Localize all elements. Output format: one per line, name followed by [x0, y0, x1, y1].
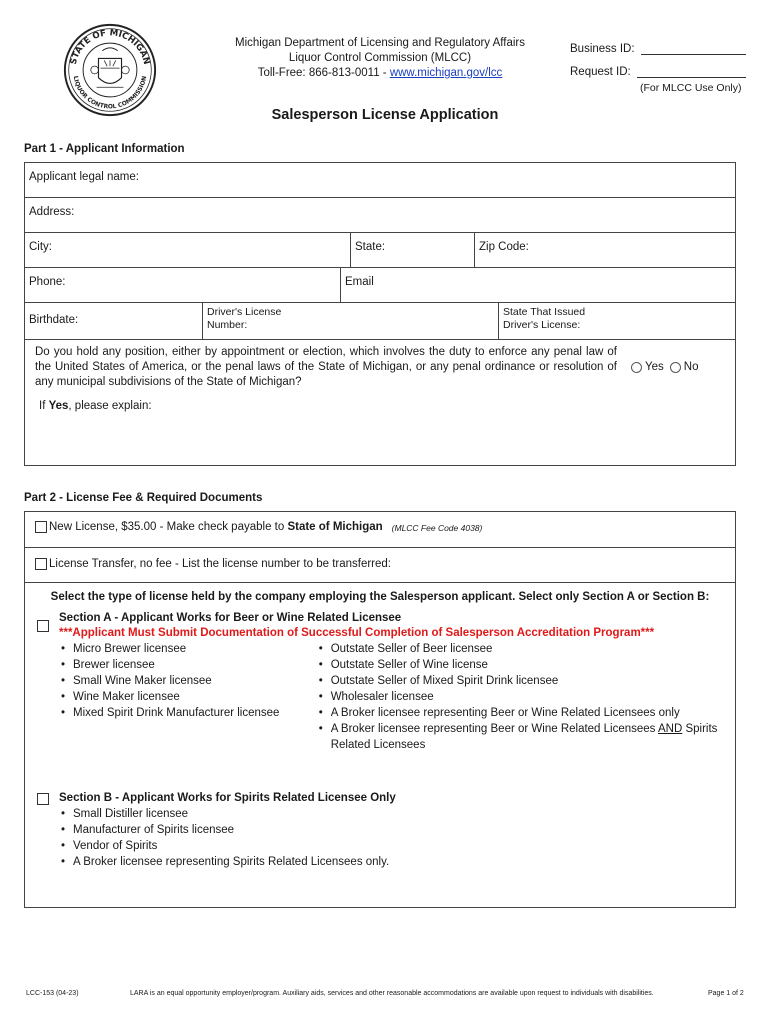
part1-title: Part 1 - Applicant Information — [24, 143, 185, 155]
list-item: • Outstate Seller of Mixed Spirit Drink licensee — [319, 673, 735, 689]
email-field[interactable] — [341, 268, 735, 302]
list-item: • Manufacturer of Spirits licensee — [61, 822, 661, 838]
penal-law-question — [25, 340, 735, 395]
birthdate-label: Birthdate: — [29, 314, 79, 326]
equal-opportunity-notice: LARA is an equal opportunity employer/program. Auxiliary aids, services and other reasonable accommodations are available upon request to individuals with disabilities. — [130, 990, 654, 997]
list-item: • Mixed Spirit Drink Manufacturer licensee — [61, 705, 319, 721]
agency-info — [210, 36, 550, 81]
new-license-row — [25, 512, 735, 548]
birthdate-field[interactable] — [25, 303, 203, 339]
fee-code: (MLCC Fee Code 4038) — [391, 523, 483, 533]
yes-radio[interactable] — [631, 362, 642, 373]
section-a-checkbox[interactable] — [37, 620, 49, 632]
new-license-text — [49, 521, 383, 533]
list-item: • Micro Brewer licensee — [61, 641, 319, 657]
website-link[interactable]: www.michigan.gov/lcc — [389, 67, 503, 79]
accreditation-requirement: ***Applicant Must Submit Documentation of Successful Completion of Salesperson Accreditation Program*** — [59, 627, 655, 639]
select-instruction: Select the type of license held by the company employing the Salesperson applicant. Select only Section A or Section B: — [50, 591, 710, 603]
business-id-field[interactable] — [641, 41, 746, 55]
dl-state-line2: Driver's License: — [503, 319, 581, 331]
legal-name-field[interactable] — [25, 163, 735, 197]
list-item: • Vendor of Spirits — [61, 838, 661, 854]
list-item: • Brewer licensee — [61, 657, 319, 673]
list-item: • Wholesaler licensee — [319, 689, 735, 705]
mlcc-use-box — [570, 32, 746, 78]
city-field[interactable] — [25, 233, 351, 267]
payable-to: State of Michigan — [287, 521, 383, 533]
contact-line — [210, 66, 550, 81]
explain-suffix: , please explain: — [68, 400, 152, 412]
agency-name: Michigan Department of Licensing and Regulatory Affairs — [234, 37, 525, 49]
section-b — [25, 791, 735, 870]
phone-field[interactable] — [25, 268, 341, 302]
state-field[interactable] — [351, 233, 475, 267]
and-emphasis: AND — [658, 723, 683, 735]
form-code: LCC-153 (04-23) — [26, 990, 79, 997]
yes-option[interactable] — [631, 360, 664, 375]
legal-name-label: Applicant legal name: — [29, 171, 139, 183]
list-item: • Outstate Seller of Beer licensee — [319, 641, 735, 657]
transfer-label: License Transfer, no fee - List the license number to be transferred: — [49, 558, 391, 570]
dl-state-field[interactable] — [499, 303, 735, 339]
explain-yes-bold: Yes — [48, 400, 69, 412]
transfer-row — [25, 548, 735, 583]
new-license-checkbox[interactable] — [35, 521, 47, 533]
list-item: • A Broker licensee representing Spirits Related Licensees only. — [61, 854, 661, 870]
section-b-checkbox[interactable] — [37, 793, 49, 805]
no-radio[interactable] — [670, 362, 681, 373]
city-label: City: — [29, 241, 52, 253]
section-a — [25, 611, 735, 779]
applicant-info-form — [24, 162, 736, 466]
list-item: • A Broker licensee representing Beer or Wine Related Licensees only — [319, 705, 735, 721]
dl-label-line1: Driver's License — [207, 306, 282, 318]
zip-label: Zip Code: — [479, 241, 529, 253]
email-label: Email — [345, 276, 374, 288]
drivers-license-field[interactable] — [203, 303, 499, 339]
commission-name: Liquor Control Commission (MLCC) — [288, 52, 472, 64]
explain-field[interactable] — [25, 395, 735, 465]
request-id-field[interactable] — [637, 64, 746, 78]
list-item: • Small Distiller licensee — [61, 806, 661, 822]
zip-field[interactable] — [475, 233, 735, 267]
page-number: Page 1 of 2 — [708, 990, 744, 997]
svg-text:LIQUOR CONTROL COMMISSION: LIQUOR CONTROL COMMISSION — [71, 75, 149, 111]
section-a-title: Section A - Applicant Works for Beer or Wine Related Licensee — [59, 612, 402, 624]
new-license-prefix: New License, $35.00 - Make check payable to — [49, 521, 288, 533]
request-id-label: Request ID: — [570, 66, 631, 78]
no-label: No — [683, 361, 699, 373]
toll-free-number: Toll-Free: 866-813-0011 - — [257, 67, 390, 79]
mlcc-use-note: (For MLCC Use Only) — [640, 82, 742, 94]
dl-state-line1: State That Issued — [503, 306, 586, 318]
svg-text:STATE OF MICHIGAN: STATE OF MICHIGAN — [68, 28, 152, 66]
yes-label: Yes — [645, 361, 664, 373]
state-label: State: — [355, 241, 386, 253]
explain-prefix: If — [39, 400, 49, 412]
address-field[interactable] — [25, 198, 735, 232]
phone-label: Phone: — [29, 276, 66, 288]
no-option[interactable] — [670, 360, 699, 375]
question-text: Do you hold any position, either by appointment or election, which involves the duty to enforce any penal law of the United States of America, or the penal laws of the State of Michigan, or any penal ordinance or resolution of any municipal subdivisions of the State of Michigan? — [35, 346, 617, 388]
page-title: Salesperson License Application — [271, 107, 499, 123]
dl-label-line2: Number: — [207, 319, 248, 331]
broker-suffix: Spirits — [682, 723, 718, 735]
broker-prefix: A Broker licensee representing Beer or Wine Related Licensees — [330, 723, 658, 735]
list-item: • Outstate Seller of Wine license — [319, 657, 735, 673]
list-item: • Wine Maker licensee — [61, 689, 319, 705]
license-fee-form — [24, 511, 736, 908]
part2-title: Part 2 - License Fee & Required Documents — [24, 492, 263, 504]
list-item: • Small Wine Maker licensee — [61, 673, 319, 689]
broker-line2: Related Licensees — [330, 739, 426, 751]
section-b-title: Section B - Applicant Works for Spirits Related Licensee Only — [59, 792, 396, 804]
business-id-label: Business ID: — [570, 43, 635, 55]
transfer-checkbox[interactable] — [35, 558, 47, 570]
address-label: Address: — [29, 206, 75, 218]
state-seal-logo — [62, 22, 158, 118]
list-item — [319, 721, 735, 753]
